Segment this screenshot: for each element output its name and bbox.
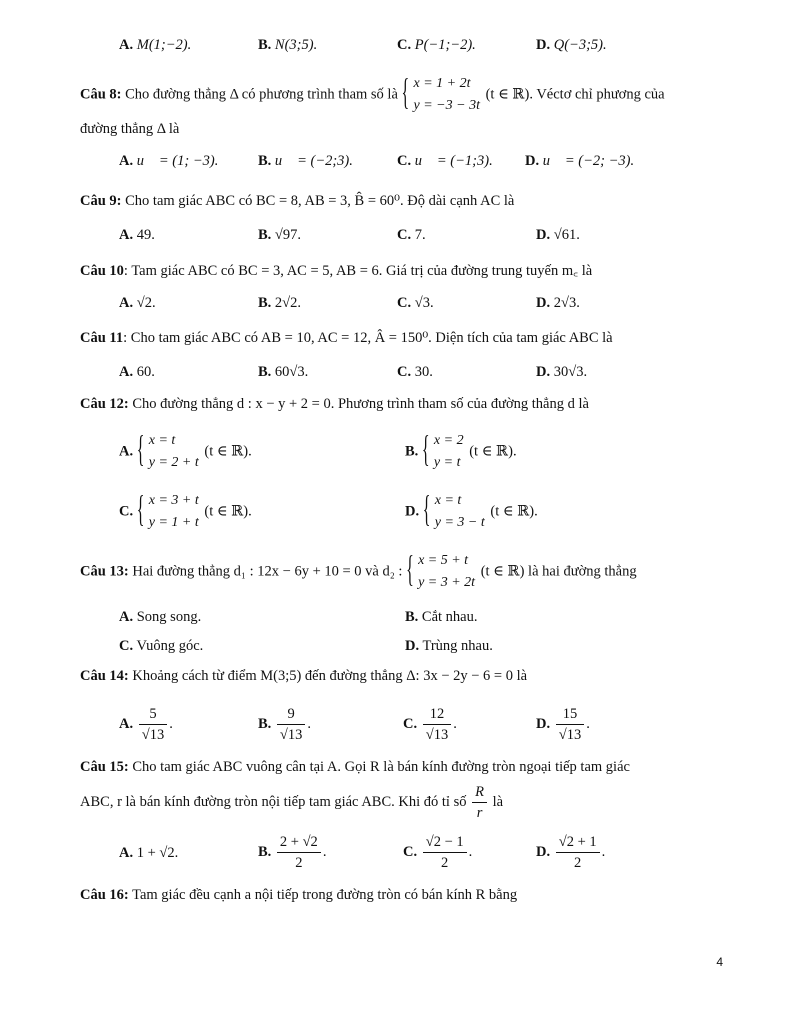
q13-option-a: A. Song song. bbox=[119, 609, 202, 625]
q14-option-a: A. $\frac{5}{√13}$ . bbox=[119, 706, 173, 743]
q12-option-d: D. { x = t y = 3 − t (t ∈ ℝ). bbox=[405, 490, 538, 534]
q14-option-d: D. $\frac{15}{√13}$ . bbox=[536, 706, 590, 743]
q8-question-line2: đường thẳng Δ là bbox=[80, 121, 180, 137]
q8-question: Câu 8: Cho đường thẳng Δ có phương trình tham số là { x = 1 + 2t y = −3 − 3t (t ∈ ℝ). Véctơ chỉ phương của bbox=[80, 73, 665, 117]
q15-option-a: A. 1 + √2. bbox=[119, 845, 179, 861]
q15-question-line2: ABC, r là bán kính đường tròn nội tiếp tam giác ABC. Khi đó tỉ số $\frac{R}{r}$ là bbox=[80, 784, 504, 821]
q9-question: Câu 9: Cho tam giác ABC có BC = 8, AB = 3, B̂ = 60⁰. Độ dài cạnh AC là bbox=[80, 193, 515, 209]
q13-question: Câu 13: Hai đường thẳng d₁ : 12x − 6y + 10 = 0 và d₂ : { x = 5 + t y = 3 + 2t (t ∈ ℝ) là hai đường thẳng bbox=[80, 550, 637, 594]
q15-option-b: B. $\frac{2 + √2}{2}$ . bbox=[258, 834, 327, 871]
q7-option-c: C. P(−1;−2). bbox=[397, 37, 476, 53]
q14-option-b: B. $\frac{9}{√13}$ . bbox=[258, 706, 312, 743]
q12-question: Câu 12: Cho đường thẳng d : x − y + 2 = 0. Phương trình tham số của đường thẳng d là bbox=[80, 396, 589, 412]
q8-option-b: B. u⃗ = (−2;3). bbox=[258, 153, 353, 169]
q14-option-c: C. $\frac{12}{√13}$ . bbox=[403, 706, 457, 743]
q7-option-a: A. M(1;−2). bbox=[119, 37, 192, 53]
q10-option-a: A. √2. bbox=[119, 295, 156, 311]
q9-option-c: C. 7. bbox=[397, 227, 426, 243]
q11-question: Câu 11: Cho tam giác ABC có AB = 10, AC = 12, Â = 150⁰. Diện tích của tam giác ABC là bbox=[80, 330, 613, 346]
q10-option-d: D. 2√3. bbox=[536, 295, 580, 311]
q13-option-d: D. Trùng nhau. bbox=[405, 638, 493, 654]
q9-option-a: A. 49. bbox=[119, 227, 155, 243]
q11-option-b: B. 60√3. bbox=[258, 364, 309, 380]
page-number: 4 bbox=[716, 955, 723, 969]
q8-option-a: A. u⃗ = (1; −3). bbox=[119, 153, 219, 169]
q12-option-b: B. { x = 2 y = t (t ∈ ℝ). bbox=[405, 430, 517, 474]
q11-option-d: D. 30√3. bbox=[536, 364, 588, 380]
q12-option-c: C. { x = 3 + t y = 1 + t (t ∈ ℝ). bbox=[119, 490, 252, 534]
q7-option-d: D. Q(−3;5). bbox=[536, 37, 607, 53]
q8-system: { x = 1 + 2t y = −3 − 3t bbox=[404, 73, 480, 117]
q7-option-b: B. N(3;5). bbox=[258, 37, 318, 53]
q10-question: Câu 10: Tam giác ABC có BC = 3, AC = 5, AB = 6. Giá trị của đường trung tuyến m꜀ là bbox=[80, 263, 593, 279]
q13-option-b: B. Cắt nhau. bbox=[405, 609, 478, 625]
q13-system: { x = 5 + t y = 3 + 2t bbox=[408, 550, 475, 594]
q16-question: Câu 16: Tam giác đều cạnh a nội tiếp trong đường tròn có bán kính R bằng bbox=[80, 887, 518, 903]
q8-option-d: D. u⃗ = (−2; −3). bbox=[525, 153, 635, 169]
q13-option-c: C. Vuông góc. bbox=[119, 638, 204, 654]
q10-option-b: B. 2√2. bbox=[258, 295, 302, 311]
q10-option-c: C. √3. bbox=[397, 295, 434, 311]
q14-question: Câu 14: Khoảng cách từ điểm M(3;5) đến đường thẳng Δ: 3x − 2y − 6 = 0 là bbox=[80, 668, 528, 684]
q11-option-c: C. 30. bbox=[397, 364, 433, 380]
q15-option-d: D. $\frac{√2 + 1}{2}$ . bbox=[536, 834, 606, 871]
q8-option-c: C. u⃗ = (−1;3). bbox=[397, 153, 493, 169]
q9-option-d: D. √61. bbox=[536, 227, 580, 243]
q9-option-b: B. √97. bbox=[258, 227, 302, 243]
q12-option-a: A. { x = t y = 2 + t (t ∈ ℝ). bbox=[119, 430, 252, 474]
q15-question: Câu 15: Cho tam giác ABC vuông cân tại A. Gọi R là bán kính đường tròn ngoại tiếp tam giác bbox=[80, 759, 630, 775]
q11-option-a: A. 60. bbox=[119, 364, 155, 380]
q15-option-c: C. $\frac{√2 - 1}{2}$ . bbox=[403, 834, 473, 871]
